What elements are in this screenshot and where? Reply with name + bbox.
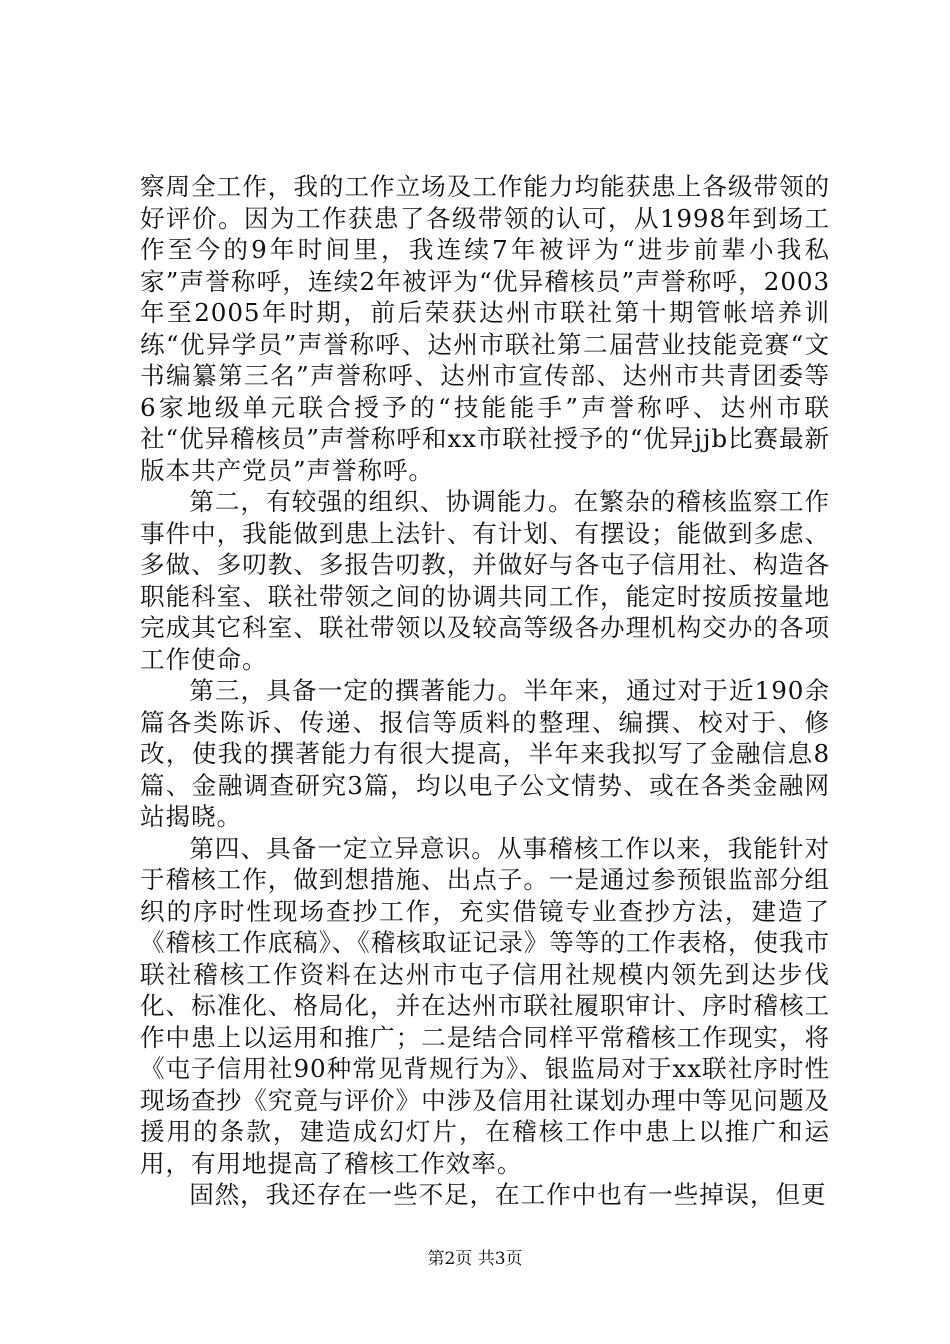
document-body bbox=[140, 171, 830, 1211]
paragraph-continuation: 察周全工作，我的工作立场及工作能力均能获患上各级带领的好评价。因为工作获患了各级带领的认可，从1998年到场工作至今的9年时间里，我连续7年被评为“进步前辈小我私家”声誉称呼，连续2年被评为“优异稽核员”声誉称呼，2003年至2005年时期，前后荣获达州市联社第十期管帐培养训练“优异学员”声誉称呼、达州市联社第二届营业技能竞赛“文书编纂第三名”声誉称呼、达州市宣传部、达州市共青团委等6家地级单元联合授予的“技能能手”声誉称呼、达州市联社“优异稽核员”声誉称呼和xx市联社授予的“优异jjb比赛最新版本共产党员”声誉称呼。 bbox=[140, 172, 831, 485]
paragraph-second-point: 第二，有较强的组织、协调能力。在繁杂的稽核监察工作事件中，我能做到患上法针、有计划、有摆设；能做到多虑、多做、多叨教、多报告叨教，并做好与各屯子信用社、构造各职能科室、联社带领之间的协调共同工作，能定时按质按量地完成其它科室、联社带领以及较高等级各办理机构交办的各项工作使命。 bbox=[140, 487, 830, 674]
paragraph-shortcomings: 固然，我还存在一些不足，在工作中也有一些掉误，但更 bbox=[189, 1180, 827, 1209]
paragraph-fourth-point: 第四、具备一定立异意识。从事稽核工作以来，我能针对于稽核工作，做到想措施、出点子。一是通过参预银监部分组织的序时性现场查抄工作，充实借镜专业查抄方法，建造了《稽核工作底稿》、《稽核取证记录》等等的工作表格，使我市联社稽核工作资料在达州市屯子信用社规模内领先到达步伐化、标准化、格局化，并在达州市联社履职审计、序时稽核工作中患上以运用和推广；二是结合同样平常稽核工作现实，将《屯子信用社90种常见背规行为》、银监局对于xx联社序时性现场查抄《究竟与评价》中涉及信用社谋划办理中等见问题及援用的条款，建造成幻灯片，在稽核工作中患上以推广和运用，有用地提高了稽核工作效率。 bbox=[140, 833, 830, 1178]
paragraph-third-point: 第三，具备一定的撰著能力。半年来，通过对于近190余篇各类陈诉、传递、报信等质料的整理、编撰、校对于、修改，使我的撰著能力有很大提高，半年来我拟写了金融信息8篇、金融调查研究3篇，均以电子公文情势、或在各类金融网站揭晓。 bbox=[140, 676, 830, 831]
page-footer: 第2页 共3页 bbox=[427, 1249, 523, 1269]
